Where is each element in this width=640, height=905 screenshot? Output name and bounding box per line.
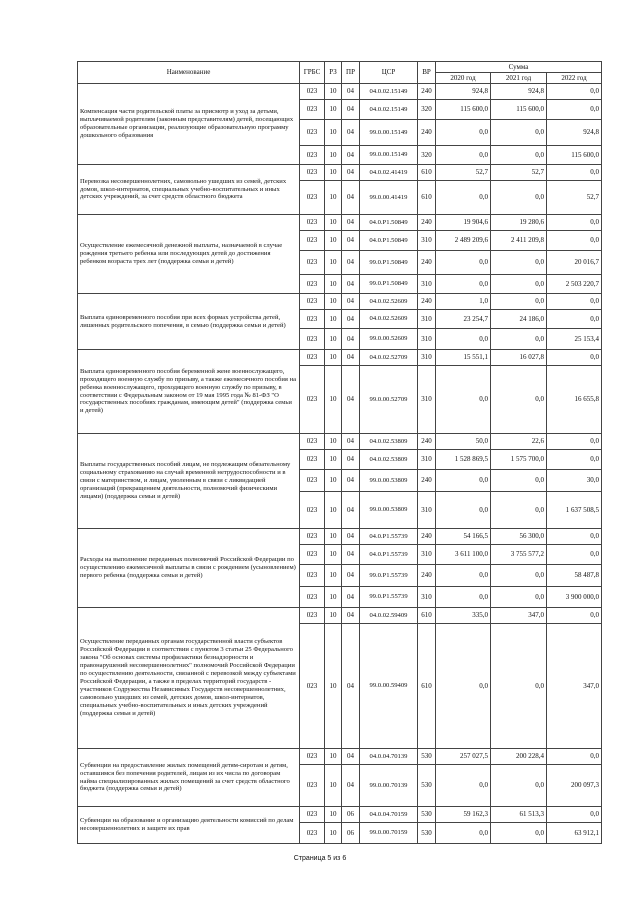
cell-rz: 10 <box>325 310 342 329</box>
cell-2021: 0,0 <box>491 120 547 146</box>
table-row <box>78 807 602 823</box>
cell-pr: 04 <box>342 492 360 529</box>
header-csr: ЦСР <box>360 62 418 84</box>
cell-grbs: 023 <box>300 350 325 366</box>
cell-rz: 10 <box>325 807 342 823</box>
cell-csr: 99.0.P1.50849 <box>360 251 418 275</box>
cell-pr: 04 <box>342 529 360 545</box>
cell-vr: 310 <box>418 275 436 294</box>
cell-pr: 04 <box>342 624 360 749</box>
cell-2020: 0,0 <box>436 275 491 294</box>
cell-vr: 240 <box>418 251 436 275</box>
cell-2020: 0,0 <box>436 146 491 165</box>
row-name: Субвенции на образование и организацию деятельности комиссий по делам несовершеннолетних и защите их прав <box>78 807 300 844</box>
cell-grbs: 023 <box>300 275 325 294</box>
cell-2022: 200 097,3 <box>547 765 602 807</box>
cell-2021: 16 027,8 <box>491 350 547 366</box>
cell-pr: 04 <box>342 146 360 165</box>
cell-grbs: 023 <box>300 470 325 492</box>
cell-grbs: 023 <box>300 529 325 545</box>
cell-pr: 04 <box>342 545 360 565</box>
cell-rz: 10 <box>325 492 342 529</box>
cell-2021: 0,0 <box>491 470 547 492</box>
cell-2020: 0,0 <box>436 366 491 434</box>
cell-2021: 1 575 700,0 <box>491 450 547 470</box>
cell-2022: 20 016,7 <box>547 251 602 275</box>
cell-2022: 0,0 <box>547 807 602 823</box>
cell-pr: 04 <box>342 215 360 231</box>
cell-csr: 99.0.00.70159 <box>360 823 418 844</box>
cell-2022: 52,7 <box>547 181 602 215</box>
cell-grbs: 023 <box>300 165 325 181</box>
table-row <box>78 529 602 545</box>
row-name: Выплаты государственных пособий лицам, не подлежащим обязательному социальному страхованию на случай временной нетрудоспособности и в связи с материнством, и лицам, уволенным в связи с ликвидацией организаций (прекращением деятельности, полномочий физическими лицами) (поддержка семьи и детей) <box>78 434 300 529</box>
cell-vr: 310 <box>418 310 436 329</box>
cell-pr: 04 <box>342 565 360 587</box>
cell-2022: 0,0 <box>547 215 602 231</box>
cell-vr: 240 <box>418 565 436 587</box>
row-name: Выплата единовременного пособия при всех формах устройства детей, лишенных родительского попечения, в семью (поддержка семьи и детей) <box>78 294 300 350</box>
cell-grbs: 023 <box>300 492 325 529</box>
header-grbs: ГРБС <box>300 62 325 84</box>
cell-csr: 99.0.P1.55739 <box>360 565 418 587</box>
table-row <box>78 749 602 765</box>
table-row <box>78 434 602 450</box>
cell-pr: 04 <box>342 350 360 366</box>
cell-csr: 99.0.P1.55739 <box>360 587 418 608</box>
cell-grbs: 023 <box>300 749 325 765</box>
row-name: Расходы на выполнение переданных полномочий Российской Федерации по осуществлению ежемесячной выплаты в связи с рождением (усыновлением) первого ребенка (поддержка семьи и детей) <box>78 529 300 608</box>
cell-2021: 61 513,3 <box>491 807 547 823</box>
cell-csr: 04.0.02.59409 <box>360 608 418 624</box>
cell-pr: 04 <box>342 608 360 624</box>
cell-pr: 04 <box>342 366 360 434</box>
cell-grbs: 023 <box>300 146 325 165</box>
cell-csr: 99.0.00.15149 <box>360 120 418 146</box>
cell-2022: 0,0 <box>547 529 602 545</box>
cell-2022: 0,0 <box>547 608 602 624</box>
header-vr: ВР <box>418 62 436 84</box>
cell-vr: 610 <box>418 181 436 215</box>
cell-pr: 04 <box>342 100 360 120</box>
cell-rz: 10 <box>325 350 342 366</box>
cell-2021: 0,0 <box>491 765 547 807</box>
cell-rz: 10 <box>325 823 342 844</box>
cell-rz: 10 <box>325 275 342 294</box>
cell-csr: 04.0.P1.55739 <box>360 545 418 565</box>
cell-vr: 610 <box>418 624 436 749</box>
cell-csr: 04.0.02.52609 <box>360 310 418 329</box>
cell-grbs: 023 <box>300 329 325 350</box>
cell-csr: 04.0.02.15149 <box>360 84 418 100</box>
cell-vr: 530 <box>418 823 436 844</box>
cell-rz: 10 <box>325 181 342 215</box>
cell-vr: 310 <box>418 231 436 251</box>
table-row <box>78 84 602 100</box>
cell-vr: 310 <box>418 492 436 529</box>
cell-2020: 19 904,6 <box>436 215 491 231</box>
cell-2020: 115 600,0 <box>436 100 491 120</box>
cell-vr: 240 <box>418 215 436 231</box>
cell-vr: 240 <box>418 84 436 100</box>
cell-2021: 0,0 <box>491 492 547 529</box>
cell-2021: 200 228,4 <box>491 749 547 765</box>
cell-grbs: 023 <box>300 450 325 470</box>
cell-2020: 0,0 <box>436 587 491 608</box>
cell-csr: 99.0.00.53809 <box>360 470 418 492</box>
cell-2021: 0,0 <box>491 565 547 587</box>
cell-2020: 924,8 <box>436 84 491 100</box>
cell-rz: 10 <box>325 366 342 434</box>
cell-vr: 310 <box>418 545 436 565</box>
cell-vr: 530 <box>418 807 436 823</box>
cell-2021: 115 600,0 <box>491 100 547 120</box>
cell-grbs: 023 <box>300 587 325 608</box>
cell-grbs: 023 <box>300 624 325 749</box>
header-2020: 2020 год <box>436 73 491 84</box>
cell-vr: 240 <box>418 120 436 146</box>
cell-2021: 56 300,0 <box>491 529 547 545</box>
cell-csr: 99.0.00.15149 <box>360 146 418 165</box>
cell-2022: 115 600,0 <box>547 146 602 165</box>
cell-2022: 30,0 <box>547 470 602 492</box>
cell-grbs: 023 <box>300 807 325 823</box>
cell-rz: 10 <box>325 231 342 251</box>
cell-2020: 3 611 100,0 <box>436 545 491 565</box>
cell-csr: 99.0.00.52709 <box>360 366 418 434</box>
cell-vr: 320 <box>418 100 436 120</box>
cell-pr: 06 <box>342 823 360 844</box>
header-2021: 2021 год <box>491 73 547 84</box>
cell-2022: 58 487,8 <box>547 565 602 587</box>
cell-2020: 54 166,5 <box>436 529 491 545</box>
cell-csr: 99.0.00.41419 <box>360 181 418 215</box>
table-body <box>78 84 602 844</box>
cell-csr: 04.0.02.53809 <box>360 434 418 450</box>
cell-pr: 04 <box>342 294 360 310</box>
cell-vr: 320 <box>418 146 436 165</box>
cell-grbs: 023 <box>300 366 325 434</box>
cell-pr: 04 <box>342 749 360 765</box>
cell-vr: 530 <box>418 765 436 807</box>
cell-vr: 610 <box>418 608 436 624</box>
cell-vr: 240 <box>418 470 436 492</box>
row-name: Выплата единовременного пособия беременной жене военнослужащего, проходящего военную службу по призыву, а также ежемесячного пособия на ребенка военнослужащего, проходящего военную службу по призыву, в соответствии с Федеральным законом от 19 мая 1995 года № 81-ФЗ "О государственных пособиях гражданам, имеющим детей" (поддержка семьи и детей) <box>78 350 300 434</box>
cell-2022: 0,0 <box>547 84 602 100</box>
budget-table <box>77 61 602 844</box>
cell-2020: 50,0 <box>436 434 491 450</box>
cell-vr: 240 <box>418 529 436 545</box>
cell-pr: 04 <box>342 84 360 100</box>
header-sum: Сумма <box>436 62 602 73</box>
cell-2020: 0,0 <box>436 329 491 350</box>
cell-rz: 10 <box>325 624 342 749</box>
cell-2022: 0,0 <box>547 450 602 470</box>
cell-2022: 0,0 <box>547 231 602 251</box>
cell-2022: 0,0 <box>547 749 602 765</box>
cell-grbs: 023 <box>300 294 325 310</box>
cell-rz: 10 <box>325 434 342 450</box>
cell-2021: 0,0 <box>491 823 547 844</box>
cell-2020: 23 254,7 <box>436 310 491 329</box>
cell-grbs: 023 <box>300 251 325 275</box>
cell-2020: 15 551,1 <box>436 350 491 366</box>
cell-csr: 04.0.02.53809 <box>360 450 418 470</box>
cell-pr: 04 <box>342 765 360 807</box>
cell-2020: 1,0 <box>436 294 491 310</box>
cell-grbs: 023 <box>300 310 325 329</box>
cell-2022: 0,0 <box>547 310 602 329</box>
cell-rz: 10 <box>325 470 342 492</box>
cell-csr: 04.0.P1.50849 <box>360 215 418 231</box>
cell-2021: 19 280,6 <box>491 215 547 231</box>
cell-2021: 924,8 <box>491 84 547 100</box>
header-rz: РЗ <box>325 62 342 84</box>
table-row <box>78 294 602 310</box>
cell-pr: 04 <box>342 275 360 294</box>
cell-2022: 924,8 <box>547 120 602 146</box>
table-row <box>78 608 602 624</box>
cell-2021: 0,0 <box>491 181 547 215</box>
cell-csr: 04.0.04.70159 <box>360 807 418 823</box>
cell-vr: 310 <box>418 366 436 434</box>
cell-pr: 04 <box>342 251 360 275</box>
cell-2021: 24 186,0 <box>491 310 547 329</box>
cell-rz: 10 <box>325 215 342 231</box>
cell-grbs: 023 <box>300 215 325 231</box>
cell-2020: 0,0 <box>436 492 491 529</box>
cell-rz: 10 <box>325 587 342 608</box>
cell-grbs: 023 <box>300 823 325 844</box>
cell-2022: 0,0 <box>547 434 602 450</box>
row-name: Осуществление переданных органам государственной власти субъектов Российской Федерации в соответствии с пунктом 3 статьи 25 Федерального закона "Об основах системы профилактики безнадзорности и правонарушений несовершеннолетних" полномочий Российской Федерации по осуществлению деятельности, связанной с перевозкой между субъектами Российской Федерации, а также в пределах территорий государств - участников Содружества Независимых Государств несовершеннолетних, самовольно ушедших из семей, детских домов, школ-интернатов, специальных учебно-воспитательных и иных детских учреждений (поддержка семьи и детей) <box>78 608 300 749</box>
cell-grbs: 023 <box>300 100 325 120</box>
header-pr: ПР <box>342 62 360 84</box>
cell-grbs: 023 <box>300 608 325 624</box>
cell-2021: 0,0 <box>491 329 547 350</box>
cell-2021: 0,0 <box>491 251 547 275</box>
cell-2021: 0,0 <box>491 275 547 294</box>
header-row <box>78 62 602 73</box>
cell-2022: 1 637 508,5 <box>547 492 602 529</box>
cell-pr: 04 <box>342 434 360 450</box>
cell-vr: 310 <box>418 350 436 366</box>
cell-csr: 04.0.P1.55739 <box>360 529 418 545</box>
cell-2020: 0,0 <box>436 765 491 807</box>
cell-vr: 240 <box>418 294 436 310</box>
table-row <box>78 165 602 181</box>
row-name: Компенсация части родительской платы за присмотр и уход за детьми, выплачиваемой родителям (законным представителям) детей, посещающих образовательные организации, реализующие образовательную программу дошкольного образования <box>78 84 300 165</box>
cell-grbs: 023 <box>300 434 325 450</box>
cell-2020: 0,0 <box>436 120 491 146</box>
cell-pr: 04 <box>342 120 360 146</box>
cell-csr: 99.0.00.53809 <box>360 492 418 529</box>
cell-vr: 310 <box>418 329 436 350</box>
cell-csr: 04.0.02.41419 <box>360 165 418 181</box>
cell-rz: 10 <box>325 251 342 275</box>
cell-2022: 0,0 <box>547 294 602 310</box>
cell-csr: 99.0.00.59409 <box>360 624 418 749</box>
cell-2020: 0,0 <box>436 565 491 587</box>
cell-2022: 2 503 220,7 <box>547 275 602 294</box>
cell-2020: 335,0 <box>436 608 491 624</box>
header-name: Наименование <box>78 62 300 84</box>
cell-2020: 0,0 <box>436 251 491 275</box>
cell-csr: 99.0.00.70139 <box>360 765 418 807</box>
cell-2021: 0,0 <box>491 146 547 165</box>
cell-rz: 10 <box>325 450 342 470</box>
cell-rz: 10 <box>325 120 342 146</box>
table-row <box>78 350 602 366</box>
cell-2020: 0,0 <box>436 823 491 844</box>
cell-2022: 63 912,1 <box>547 823 602 844</box>
cell-2021: 52,7 <box>491 165 547 181</box>
cell-2022: 3 900 000,0 <box>547 587 602 608</box>
cell-pr: 04 <box>342 470 360 492</box>
cell-rz: 10 <box>325 100 342 120</box>
cell-csr: 04.0.04.70139 <box>360 749 418 765</box>
cell-2020: 52,7 <box>436 165 491 181</box>
cell-2020: 0,0 <box>436 624 491 749</box>
cell-vr: 240 <box>418 434 436 450</box>
cell-pr: 04 <box>342 310 360 329</box>
cell-rz: 10 <box>325 84 342 100</box>
cell-2022: 347,0 <box>547 624 602 749</box>
cell-rz: 10 <box>325 749 342 765</box>
cell-2021: 3 755 577,2 <box>491 545 547 565</box>
cell-rz: 10 <box>325 165 342 181</box>
cell-pr: 04 <box>342 587 360 608</box>
cell-2021: 347,0 <box>491 608 547 624</box>
cell-2021: 22,6 <box>491 434 547 450</box>
cell-2020: 257 027,5 <box>436 749 491 765</box>
cell-grbs: 023 <box>300 565 325 587</box>
row-name: Субвенции на предоставление жилых помещений детям-сиротам и детям, оставшимся без попечения родителей, лицам из их числа по договорам найма специализированных жилых помещений за счет средств областного бюджета (поддержка семьи и детей) <box>78 749 300 807</box>
cell-2021: 0,0 <box>491 294 547 310</box>
cell-rz: 10 <box>325 294 342 310</box>
cell-rz: 10 <box>325 545 342 565</box>
cell-2021: 0,0 <box>491 624 547 749</box>
cell-rz: 10 <box>325 608 342 624</box>
cell-2020: 2 489 209,6 <box>436 231 491 251</box>
cell-rz: 10 <box>325 565 342 587</box>
cell-csr: 99.0.00.52609 <box>360 329 418 350</box>
cell-2020: 59 162,3 <box>436 807 491 823</box>
cell-2022: 0,0 <box>547 350 602 366</box>
cell-pr: 04 <box>342 329 360 350</box>
cell-grbs: 023 <box>300 120 325 146</box>
cell-rz: 10 <box>325 529 342 545</box>
cell-pr: 04 <box>342 231 360 251</box>
cell-csr: 04.0.02.52709 <box>360 350 418 366</box>
row-name: Осуществление ежемесячной денежной выплаты, назначаемой в случае рождения третьего ребенка или последующих детей до достижения ребенком возраста трех лет (поддержка семьи и детей) <box>78 215 300 294</box>
row-name: Перевозка несовершеннолетних, самовольно ушедших из семей, детских домов, школ-интернатов, специальных учебно-воспитательных и иных детских учреждений, за счет средств областного бюджета <box>78 165 300 215</box>
cell-2022: 0,0 <box>547 100 602 120</box>
cell-2020: 0,0 <box>436 181 491 215</box>
cell-csr: 99.0.P1.50849 <box>360 275 418 294</box>
cell-vr: 610 <box>418 165 436 181</box>
cell-2022: 16 655,8 <box>547 366 602 434</box>
cell-grbs: 023 <box>300 545 325 565</box>
cell-2022: 0,0 <box>547 165 602 181</box>
cell-pr: 04 <box>342 165 360 181</box>
cell-vr: 310 <box>418 587 436 608</box>
cell-2020: 0,0 <box>436 470 491 492</box>
cell-csr: 04.0.P1.50849 <box>360 231 418 251</box>
cell-grbs: 023 <box>300 181 325 215</box>
cell-2021: 0,0 <box>491 366 547 434</box>
cell-pr: 04 <box>342 181 360 215</box>
cell-vr: 530 <box>418 749 436 765</box>
cell-2020: 1 528 869,5 <box>436 450 491 470</box>
cell-grbs: 023 <box>300 765 325 807</box>
cell-2022: 0,0 <box>547 545 602 565</box>
cell-rz: 10 <box>325 329 342 350</box>
cell-grbs: 023 <box>300 231 325 251</box>
cell-grbs: 023 <box>300 84 325 100</box>
cell-pr: 06 <box>342 807 360 823</box>
cell-2021: 0,0 <box>491 587 547 608</box>
cell-rz: 10 <box>325 146 342 165</box>
cell-pr: 04 <box>342 450 360 470</box>
cell-rz: 10 <box>325 765 342 807</box>
table-row <box>78 215 602 231</box>
page-footer: Страница 5 из 6 <box>293 855 347 862</box>
header-2022: 2022 год <box>547 73 602 84</box>
cell-2021: 2 411 209,8 <box>491 231 547 251</box>
cell-csr: 04.0.02.52609 <box>360 294 418 310</box>
cell-vr: 310 <box>418 450 436 470</box>
cell-csr: 04.0.02.15149 <box>360 100 418 120</box>
cell-2022: 25 153,4 <box>547 329 602 350</box>
